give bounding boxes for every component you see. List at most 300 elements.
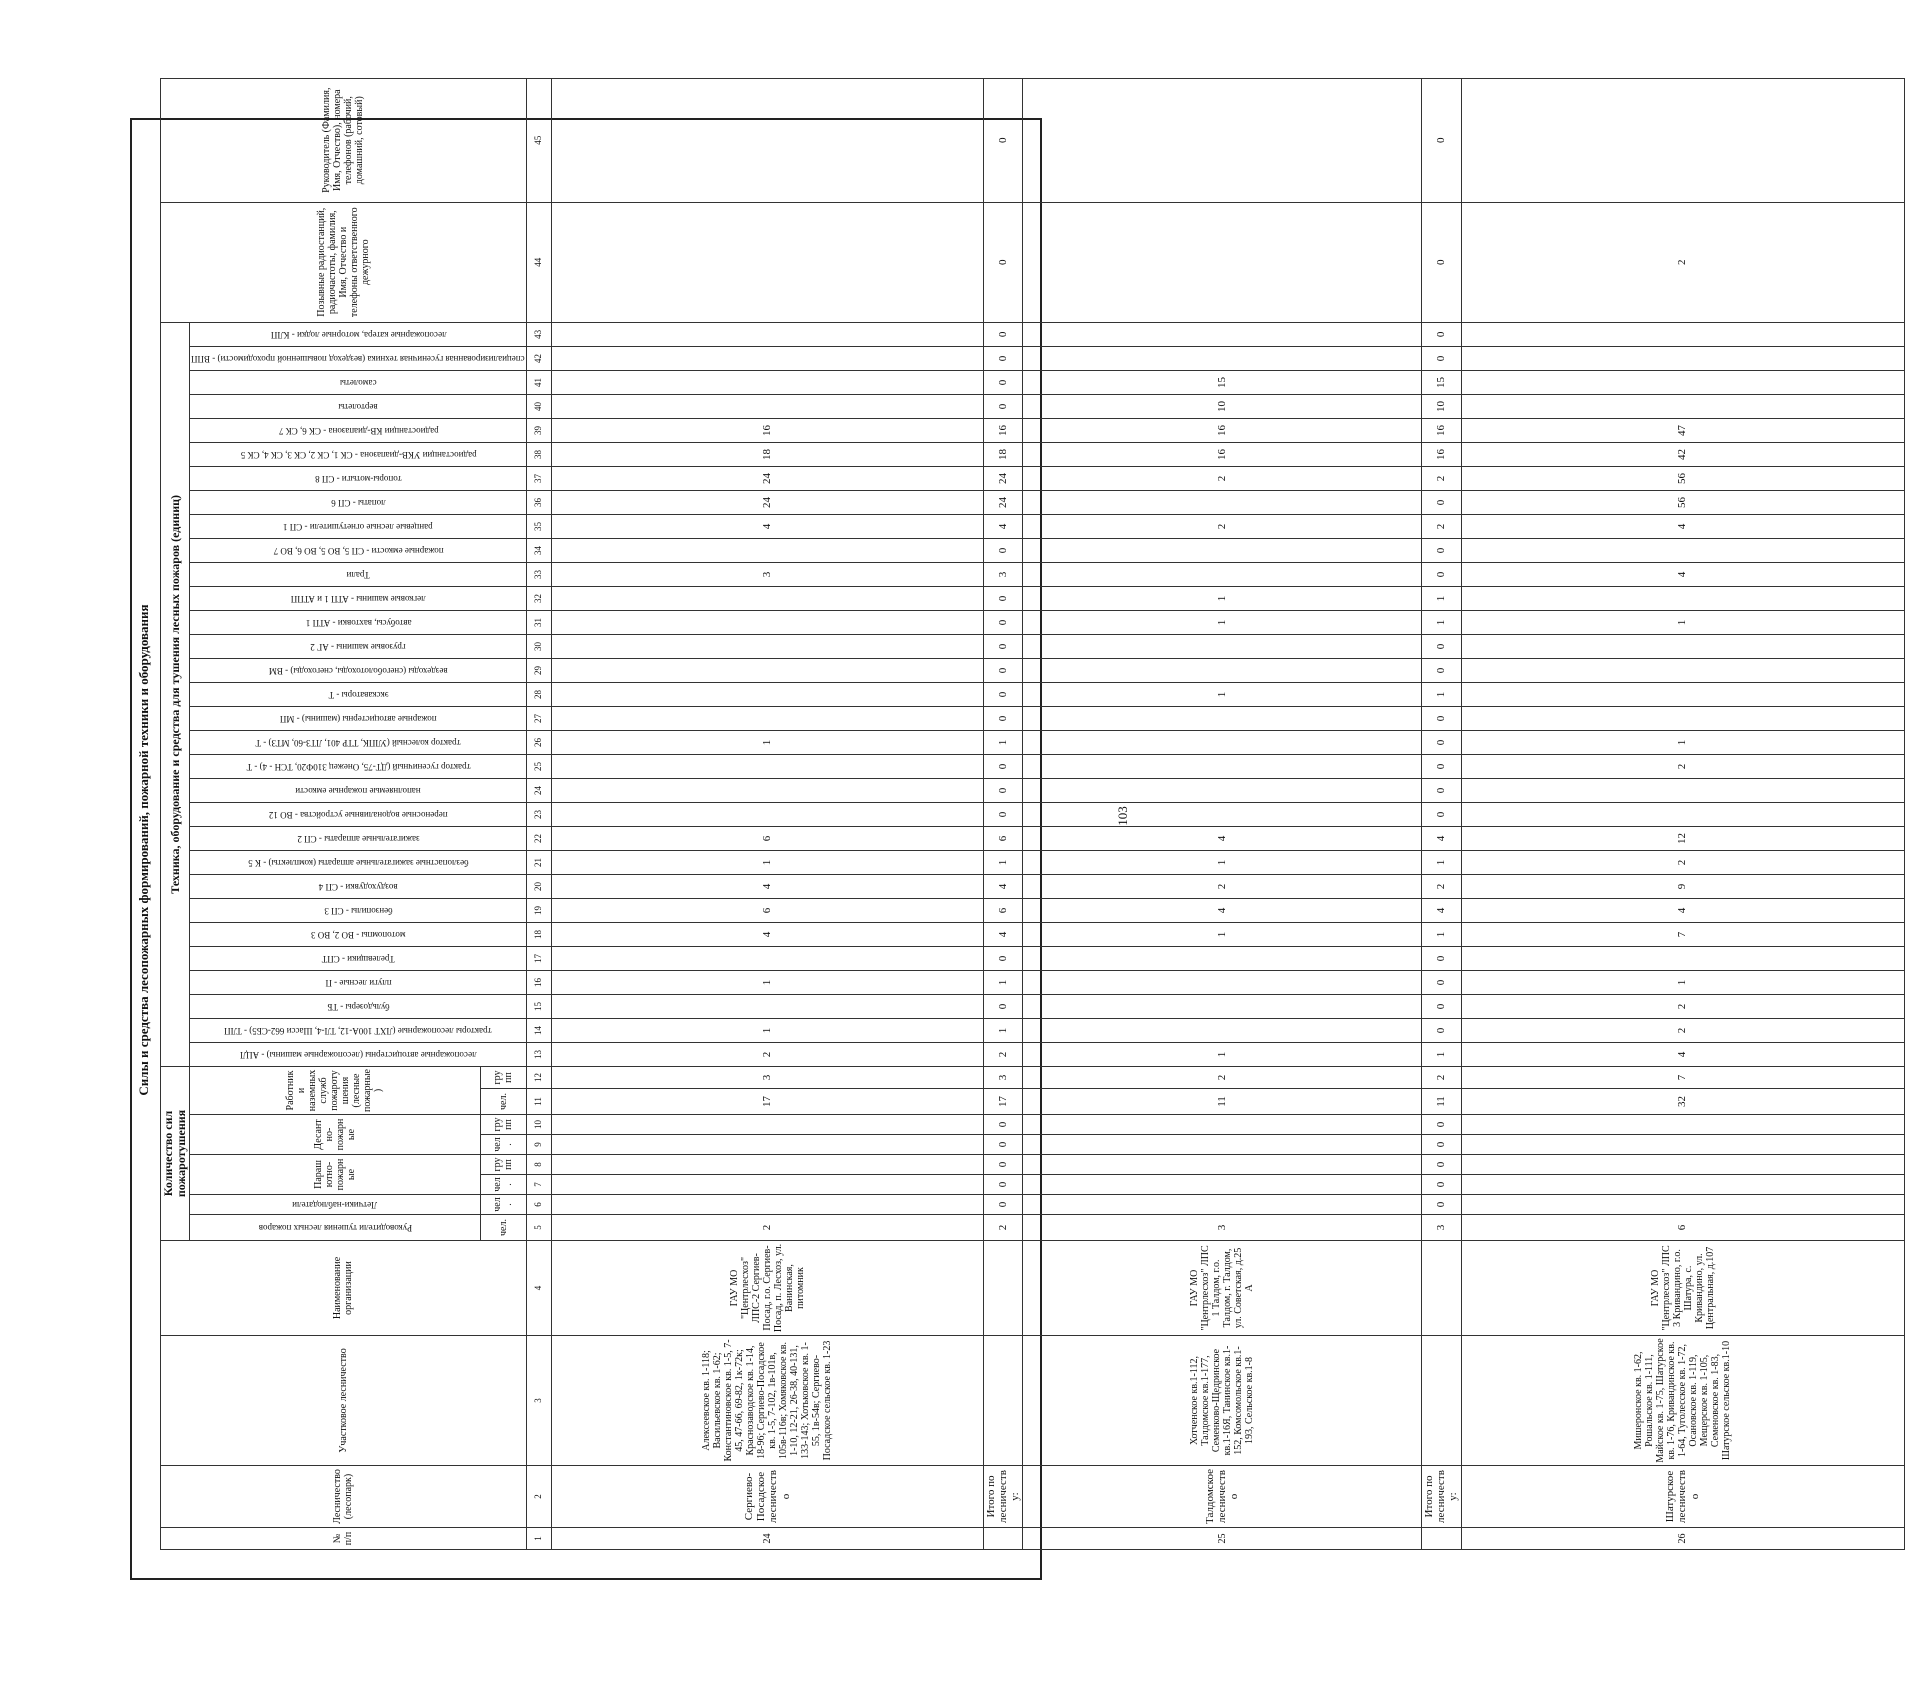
value-cell bbox=[1023, 202, 1422, 322]
value-cell: 6 bbox=[1461, 1215, 1904, 1241]
column-number: 8 bbox=[526, 1155, 551, 1175]
value-cell bbox=[1023, 1018, 1422, 1042]
value-cell bbox=[1023, 1115, 1422, 1135]
value-cell: 1 bbox=[1422, 682, 1461, 706]
column-number: 45 bbox=[526, 78, 551, 202]
value-cell bbox=[1461, 346, 1904, 370]
value-cell: 0 bbox=[1422, 634, 1461, 658]
value-cell: 24 bbox=[983, 466, 1022, 490]
value-cell bbox=[1023, 946, 1422, 970]
value-cell bbox=[1461, 778, 1904, 802]
unit-persons: чел. bbox=[480, 1089, 526, 1115]
value-cell: 15 bbox=[1422, 370, 1461, 394]
value-cell: 32 bbox=[1461, 1089, 1904, 1115]
column-number: 39 bbox=[526, 418, 551, 442]
value-cell: 1 bbox=[1023, 610, 1422, 634]
header-c14: тракторы лесопожарные (ЛХТ 100А-12, ТЛ-4, Шасси 662-СБ5) - ТЛП bbox=[190, 1018, 527, 1042]
value-cell: 0 bbox=[983, 322, 1022, 346]
value-cell bbox=[1023, 970, 1422, 994]
value-cell bbox=[1023, 1195, 1422, 1215]
column-number: 23 bbox=[526, 802, 551, 826]
header-c23: переносные водоналивные устройства - ВО 12 bbox=[190, 802, 527, 826]
header-group-people: Количество сил пожаротушения bbox=[161, 1066, 190, 1240]
value-cell: 1 bbox=[551, 730, 983, 754]
column-number: 2 bbox=[526, 1466, 551, 1528]
value-cell: 56 bbox=[1461, 490, 1904, 514]
header-group-tech: Техника, оборудование и средства для тушения лесных пожаров (единиц) bbox=[161, 322, 190, 1066]
header-c15: бульдозеры - ТБ bbox=[190, 994, 527, 1018]
value-cell bbox=[1461, 802, 1904, 826]
row-number bbox=[1422, 1528, 1461, 1550]
value-cell bbox=[551, 1175, 983, 1195]
value-cell bbox=[551, 1195, 983, 1215]
value-cell: 16 bbox=[1023, 418, 1422, 442]
value-cell bbox=[551, 346, 983, 370]
column-number: 9 bbox=[526, 1135, 551, 1155]
value-cell bbox=[1023, 706, 1422, 730]
value-cell: 24 bbox=[983, 490, 1022, 514]
value-cell: 2 bbox=[983, 1042, 1022, 1066]
value-cell: 3 bbox=[1422, 1215, 1461, 1241]
forestry-name: Итого по лесничеству: bbox=[983, 1466, 1022, 1528]
value-cell bbox=[1023, 778, 1422, 802]
value-cell: 6 bbox=[983, 826, 1022, 850]
header-forestry: Лесничество (лесопарк) bbox=[161, 1466, 527, 1528]
district-list: Мишеронское кв. 1-62, Рошальское кв. 1-111, Майское кв. 1-75, Шатурское кв. 1-76, Кривандинское кв. 1-64, Туголесское кв. 1-72, Осановское кв. 1-119, Мещерское кв. 1-105, Семеновское кв. 1-83, Шатурское сельское кв.1-10 bbox=[1461, 1336, 1904, 1466]
value-cell: 24 bbox=[551, 466, 983, 490]
page-number: 103 bbox=[1115, 806, 1130, 826]
value-cell bbox=[551, 994, 983, 1018]
value-cell bbox=[1023, 754, 1422, 778]
value-cell: 7 bbox=[1461, 1066, 1904, 1088]
forestry-name: Итого по лесничеству: bbox=[1422, 1466, 1461, 1528]
value-cell: 4 bbox=[1023, 898, 1422, 922]
value-cell: 2 bbox=[1023, 514, 1422, 538]
column-number: 6 bbox=[526, 1195, 551, 1215]
header-c17: Трелевщики - СПТ bbox=[190, 946, 527, 970]
column-number: 38 bbox=[526, 442, 551, 466]
value-cell: 0 bbox=[1422, 538, 1461, 562]
value-cell bbox=[551, 754, 983, 778]
value-cell: 47 bbox=[1461, 418, 1904, 442]
value-cell: 1 bbox=[1023, 922, 1422, 946]
value-cell bbox=[551, 634, 983, 658]
value-cell: 2 bbox=[1461, 754, 1904, 778]
district-list bbox=[1422, 1336, 1461, 1466]
value-cell bbox=[1461, 1195, 1904, 1215]
value-cell: 16 bbox=[551, 418, 983, 442]
value-cell: 4 bbox=[1422, 898, 1461, 922]
table-row bbox=[1461, 78, 1904, 1549]
value-cell: 4 bbox=[1461, 562, 1904, 586]
column-number: 18 bbox=[526, 922, 551, 946]
forestry-name: Талдомское лесничество bbox=[1023, 1466, 1422, 1528]
value-cell bbox=[551, 202, 983, 322]
value-cell: 6 bbox=[983, 898, 1022, 922]
value-cell: 18 bbox=[983, 442, 1022, 466]
value-cell: 0 bbox=[983, 802, 1022, 826]
value-cell: 1 bbox=[1422, 586, 1461, 610]
value-cell bbox=[551, 946, 983, 970]
value-cell bbox=[1461, 370, 1904, 394]
header-c24: наполняемые пожарные емкости bbox=[190, 778, 527, 802]
header-c35: ранцевые лесные огнетушители - СП 1 bbox=[190, 514, 527, 538]
value-cell: 0 bbox=[1422, 994, 1461, 1018]
value-cell: 2 bbox=[1461, 202, 1904, 322]
value-cell: 1 bbox=[983, 970, 1022, 994]
column-number: 5 bbox=[526, 1215, 551, 1241]
value-cell: 1 bbox=[1422, 850, 1461, 874]
value-cell: 0 bbox=[983, 778, 1022, 802]
value-cell: 4 bbox=[983, 514, 1022, 538]
value-cell bbox=[1461, 322, 1904, 346]
value-cell: 0 bbox=[1422, 1018, 1461, 1042]
column-number: 28 bbox=[526, 682, 551, 706]
value-cell: 2 bbox=[551, 1042, 983, 1066]
column-number: 7 bbox=[526, 1175, 551, 1195]
header-c38: радиостанции УКВ-диапазона - СК 1, СК 2, СК 3, СК 4, СК 5 bbox=[190, 442, 527, 466]
value-cell: 1 bbox=[983, 730, 1022, 754]
value-cell: 0 bbox=[983, 658, 1022, 682]
value-cell: 4 bbox=[1461, 898, 1904, 922]
value-cell: 0 bbox=[1422, 706, 1461, 730]
value-cell: 1 bbox=[983, 1018, 1022, 1042]
column-number: 43 bbox=[526, 322, 551, 346]
header-c29: вездеходы (снегоболотоходы, снегоходы) - ВМ bbox=[190, 658, 527, 682]
value-cell: 4 bbox=[1023, 826, 1422, 850]
header-c44: Позывные радиостанций, радиочастоты, фамилия, Имя, Отчество и телефоны ответственного дежурного bbox=[161, 202, 527, 322]
value-cell bbox=[551, 658, 983, 682]
column-number: 33 bbox=[526, 562, 551, 586]
resource-table bbox=[160, 78, 1905, 1550]
value-cell: 0 bbox=[983, 1135, 1022, 1155]
value-cell bbox=[1023, 634, 1422, 658]
value-cell bbox=[1461, 682, 1904, 706]
total-row bbox=[983, 78, 1022, 1549]
value-cell: 3 bbox=[983, 1066, 1022, 1088]
column-number: 37 bbox=[526, 466, 551, 490]
column-number: 21 bbox=[526, 850, 551, 874]
column-number: 27 bbox=[526, 706, 551, 730]
value-cell: 4 bbox=[1422, 826, 1461, 850]
value-cell bbox=[1461, 634, 1904, 658]
value-cell: 1 bbox=[1023, 850, 1422, 874]
header-c36: лопаты - СП 6 bbox=[190, 490, 527, 514]
header-c32: легковые машины - АТП 1 и АТПП bbox=[190, 586, 527, 610]
value-cell bbox=[551, 682, 983, 706]
column-number: 17 bbox=[526, 946, 551, 970]
column-number: 26 bbox=[526, 730, 551, 754]
value-cell: 0 bbox=[983, 610, 1022, 634]
value-cell bbox=[1023, 322, 1422, 346]
value-cell bbox=[1461, 1155, 1904, 1175]
value-cell: 10 bbox=[1422, 394, 1461, 418]
column-number: 35 bbox=[526, 514, 551, 538]
value-cell bbox=[1023, 730, 1422, 754]
column-number: 10 bbox=[526, 1115, 551, 1135]
header-c22: зажигательные аппараты - СП 2 bbox=[190, 826, 527, 850]
value-cell: 2 bbox=[983, 1215, 1022, 1241]
value-cell: 0 bbox=[983, 394, 1022, 418]
value-cell: 18 bbox=[551, 442, 983, 466]
value-cell: 1 bbox=[1023, 586, 1422, 610]
value-cell: 10 bbox=[1023, 394, 1422, 418]
value-cell: 11 bbox=[1422, 1089, 1461, 1115]
value-cell bbox=[551, 322, 983, 346]
value-cell: 1 bbox=[1461, 610, 1904, 634]
value-cell: 1 bbox=[551, 970, 983, 994]
value-cell: 1 bbox=[1461, 730, 1904, 754]
table-row bbox=[1023, 78, 1422, 1549]
value-cell: 4 bbox=[551, 874, 983, 898]
value-cell: 2 bbox=[1023, 1066, 1422, 1088]
value-cell: 0 bbox=[1422, 322, 1461, 346]
value-cell: 0 bbox=[983, 706, 1022, 730]
value-cell bbox=[1023, 538, 1422, 562]
value-cell: 6 bbox=[551, 826, 983, 850]
value-cell: 0 bbox=[983, 538, 1022, 562]
value-cell: 0 bbox=[1422, 1135, 1461, 1155]
value-cell: 2 bbox=[1023, 874, 1422, 898]
header-c26: трактор колесный (УЛПК, ТТР 401, ЛТЗ-60, МТЗ) - Т bbox=[190, 730, 527, 754]
header-workers: Работники наземных служб пожаротушения (лесные пожарные) bbox=[190, 1066, 480, 1114]
header-c18: мотопомпы - ВО 2, ВО 3 bbox=[190, 922, 527, 946]
column-number: 11 bbox=[526, 1089, 551, 1115]
column-number: 20 bbox=[526, 874, 551, 898]
value-cell: 4 bbox=[551, 514, 983, 538]
value-cell: 3 bbox=[551, 562, 983, 586]
value-cell: 2 bbox=[1023, 466, 1422, 490]
value-cell: 3 bbox=[983, 562, 1022, 586]
column-number: 34 bbox=[526, 538, 551, 562]
column-number: 15 bbox=[526, 994, 551, 1018]
value-cell: 0 bbox=[1422, 1195, 1461, 1215]
unit-groups: групп bbox=[480, 1155, 526, 1175]
value-cell bbox=[1461, 946, 1904, 970]
value-cell: 12 bbox=[1461, 826, 1904, 850]
value-cell: 0 bbox=[983, 754, 1022, 778]
table-row bbox=[551, 78, 983, 1549]
forestry-name: Шатурское лесничество bbox=[1461, 1466, 1904, 1528]
value-cell: 0 bbox=[1422, 730, 1461, 754]
value-cell: 0 bbox=[1422, 658, 1461, 682]
column-number: 42 bbox=[526, 346, 551, 370]
value-cell: 9 bbox=[1461, 874, 1904, 898]
value-cell: 4 bbox=[1461, 514, 1904, 538]
value-cell: 2 bbox=[551, 1215, 983, 1241]
header-c33: Трали bbox=[190, 562, 527, 586]
organization-name bbox=[983, 1241, 1022, 1336]
value-cell: 0 bbox=[983, 370, 1022, 394]
column-number: 31 bbox=[526, 610, 551, 634]
header-c41: самолеты bbox=[190, 370, 527, 394]
column-number: 40 bbox=[526, 394, 551, 418]
value-cell: 11 bbox=[1023, 1089, 1422, 1115]
header-c34: пожарные емкости - СП 5, ВО 5, ВО 6, ВО 7 bbox=[190, 538, 527, 562]
header-c21: безлопастные зажигательные аппараты (комплекты) - К 5 bbox=[190, 850, 527, 874]
value-cell bbox=[551, 538, 983, 562]
value-cell bbox=[1461, 394, 1904, 418]
organization-name bbox=[1422, 1241, 1461, 1336]
value-cell: 0 bbox=[1422, 802, 1461, 826]
value-cell: 0 bbox=[983, 1195, 1022, 1215]
unit-groups: групп bbox=[480, 1066, 526, 1088]
value-cell: 1 bbox=[1422, 922, 1461, 946]
value-cell bbox=[1023, 78, 1422, 202]
value-cell bbox=[1461, 1135, 1904, 1155]
value-cell bbox=[1023, 562, 1422, 586]
value-cell: 0 bbox=[983, 946, 1022, 970]
value-cell bbox=[1461, 78, 1904, 202]
value-cell: 16 bbox=[1023, 442, 1422, 466]
value-cell bbox=[1023, 802, 1422, 826]
column-number: 13 bbox=[526, 1042, 551, 1066]
district-list: Хотченское кв.1-112, Талдомское кв.1-177, Семенково-Щедринское кв.1-16Я, Танинское кв.1-152, Комсомольское кв.1-193, Сельское кв.1-8 bbox=[1023, 1336, 1422, 1466]
value-cell bbox=[551, 78, 983, 202]
value-cell: 0 bbox=[983, 1175, 1022, 1195]
value-cell: 1 bbox=[1023, 1042, 1422, 1066]
value-cell: 3 bbox=[551, 1066, 983, 1088]
value-cell bbox=[1461, 586, 1904, 610]
value-cell bbox=[1461, 1175, 1904, 1195]
value-cell: 0 bbox=[1422, 754, 1461, 778]
value-cell bbox=[1023, 1155, 1422, 1175]
page-title: Силы и средства лесопожарных формирований, пожарной техники и оборудования bbox=[136, 604, 151, 1096]
organization-name: ГАУ МО "Центрлесхоз" ЛПС 3 Кривандино, г.о. Шатура, с. Кривандино, ул. Центральная, д.107 bbox=[1461, 1241, 1904, 1336]
value-cell: 0 bbox=[1422, 78, 1461, 202]
value-cell: 2 bbox=[1461, 850, 1904, 874]
total-row bbox=[1422, 78, 1461, 1549]
value-cell: 3 bbox=[1023, 1215, 1422, 1241]
row-number: 26 bbox=[1461, 1528, 1904, 1550]
value-cell: 42 bbox=[1461, 442, 1904, 466]
value-cell: 0 bbox=[1422, 202, 1461, 322]
header-c31: автобусы, вахтовки - АТП 1 bbox=[190, 610, 527, 634]
header-org: Наименование организации bbox=[161, 1241, 527, 1336]
value-cell bbox=[551, 778, 983, 802]
value-cell: 0 bbox=[1422, 562, 1461, 586]
value-cell: 2 bbox=[1461, 1018, 1904, 1042]
value-cell: 15 bbox=[1023, 370, 1422, 394]
unit-persons: чел. bbox=[480, 1135, 526, 1155]
value-cell bbox=[1461, 658, 1904, 682]
row-number: 25 bbox=[1023, 1528, 1422, 1550]
value-cell bbox=[1461, 1115, 1904, 1135]
column-number: 12 bbox=[526, 1066, 551, 1088]
value-cell: 24 bbox=[551, 490, 983, 514]
value-cell: 17 bbox=[983, 1089, 1022, 1115]
value-cell: 4 bbox=[1461, 1042, 1904, 1066]
value-cell: 1 bbox=[551, 1018, 983, 1042]
value-cell: 0 bbox=[1422, 1175, 1461, 1195]
value-cell bbox=[551, 370, 983, 394]
column-number: 22 bbox=[526, 826, 551, 850]
organization-name: ГАУ МО "Центрлесхоз" ЛПС-2 Сергиев-Посад, г.о. Сергиев-Посад, п. Лесхоз, ул. Ванинская, питомник bbox=[551, 1241, 983, 1336]
value-cell: 1 bbox=[551, 850, 983, 874]
column-number: 44 bbox=[526, 202, 551, 322]
column-number: 16 bbox=[526, 970, 551, 994]
value-cell bbox=[551, 802, 983, 826]
header-paratroopers: Парашютно-пожарные bbox=[190, 1155, 480, 1195]
value-cell: 16 bbox=[1422, 442, 1461, 466]
header-c42: специализированная гусеничная техника (вездеход повышенной проходимости) - ВПП bbox=[190, 346, 527, 370]
value-cell: 17 bbox=[551, 1089, 983, 1115]
column-number: 36 bbox=[526, 490, 551, 514]
value-cell: 1 bbox=[983, 850, 1022, 874]
column-number: 29 bbox=[526, 658, 551, 682]
column-number: 25 bbox=[526, 754, 551, 778]
value-cell bbox=[1023, 346, 1422, 370]
value-cell: 0 bbox=[983, 346, 1022, 370]
header-district: Участковое лесничество bbox=[161, 1336, 527, 1466]
unit-groups: групп bbox=[480, 1115, 526, 1135]
value-cell: 0 bbox=[1422, 946, 1461, 970]
header-c28: экскаваторы - Т bbox=[190, 682, 527, 706]
value-cell: 56 bbox=[1461, 466, 1904, 490]
column-number: 32 bbox=[526, 586, 551, 610]
row-number bbox=[983, 1528, 1022, 1550]
column-number: 41 bbox=[526, 370, 551, 394]
header-c40: вертолеты bbox=[190, 394, 527, 418]
value-cell bbox=[551, 394, 983, 418]
header-c45: Руководитель (Фамилия, Имя, Отчество), номера телефонов (рабочий, домашний, сотовый) bbox=[161, 78, 527, 202]
value-cell: 0 bbox=[983, 634, 1022, 658]
value-cell: 0 bbox=[1422, 490, 1461, 514]
header-c16: плуги лесные - П bbox=[190, 970, 527, 994]
value-cell: 16 bbox=[1422, 418, 1461, 442]
unit-persons: чел. bbox=[480, 1215, 526, 1241]
value-cell: 0 bbox=[1422, 778, 1461, 802]
column-number: 14 bbox=[526, 1018, 551, 1042]
header-c19: бензопилы - СП 3 bbox=[190, 898, 527, 922]
header-leaders: Руководители тушения лесных пожаров bbox=[190, 1215, 480, 1241]
value-cell: 0 bbox=[983, 78, 1022, 202]
header-row-groups bbox=[161, 78, 190, 1549]
value-cell: 0 bbox=[983, 682, 1022, 706]
value-cell: 2 bbox=[1422, 1066, 1461, 1088]
value-cell: 2 bbox=[1461, 994, 1904, 1018]
value-cell bbox=[1023, 490, 1422, 514]
district-list bbox=[983, 1336, 1022, 1466]
column-number: 24 bbox=[526, 778, 551, 802]
header-num: № п/п bbox=[161, 1528, 527, 1550]
column-number-row bbox=[526, 78, 551, 1549]
value-cell: 4 bbox=[983, 874, 1022, 898]
organization-name: ГАУ МО "Центрлесхоз" ЛПС 1 Талдом, г.о. Талдом, г. Талдом, ул. Советская, д.25 А bbox=[1023, 1241, 1422, 1336]
value-cell bbox=[551, 1135, 983, 1155]
value-cell: 7 bbox=[1461, 922, 1904, 946]
value-cell: 1 bbox=[1422, 610, 1461, 634]
value-cell bbox=[551, 1115, 983, 1135]
value-cell: 6 bbox=[551, 898, 983, 922]
value-cell: 0 bbox=[983, 1155, 1022, 1175]
header-c13: лесопожарные автоцистерны (лесопожарные машины) - АЦЛ bbox=[190, 1042, 527, 1066]
value-cell: 0 bbox=[1422, 1155, 1461, 1175]
value-cell: 0 bbox=[983, 994, 1022, 1018]
value-cell: 4 bbox=[551, 922, 983, 946]
unit-persons: чел. bbox=[480, 1175, 526, 1195]
header-c27: пожарные автоцистерны (машины) - МП bbox=[190, 706, 527, 730]
unit-persons: чел. bbox=[480, 1195, 526, 1215]
header-c43: лесопожарные катера, моторные лодки - КЛП bbox=[190, 322, 527, 346]
value-cell: 16 bbox=[983, 418, 1022, 442]
column-number: 30 bbox=[526, 634, 551, 658]
column-number: 3 bbox=[526, 1336, 551, 1466]
header-c30: грузовые машины - АГ 2 bbox=[190, 634, 527, 658]
header-c20: воздуходувки - СП 4 bbox=[190, 874, 527, 898]
header-observers: Летчики-наблюдатели bbox=[190, 1195, 480, 1215]
value-cell bbox=[551, 586, 983, 610]
